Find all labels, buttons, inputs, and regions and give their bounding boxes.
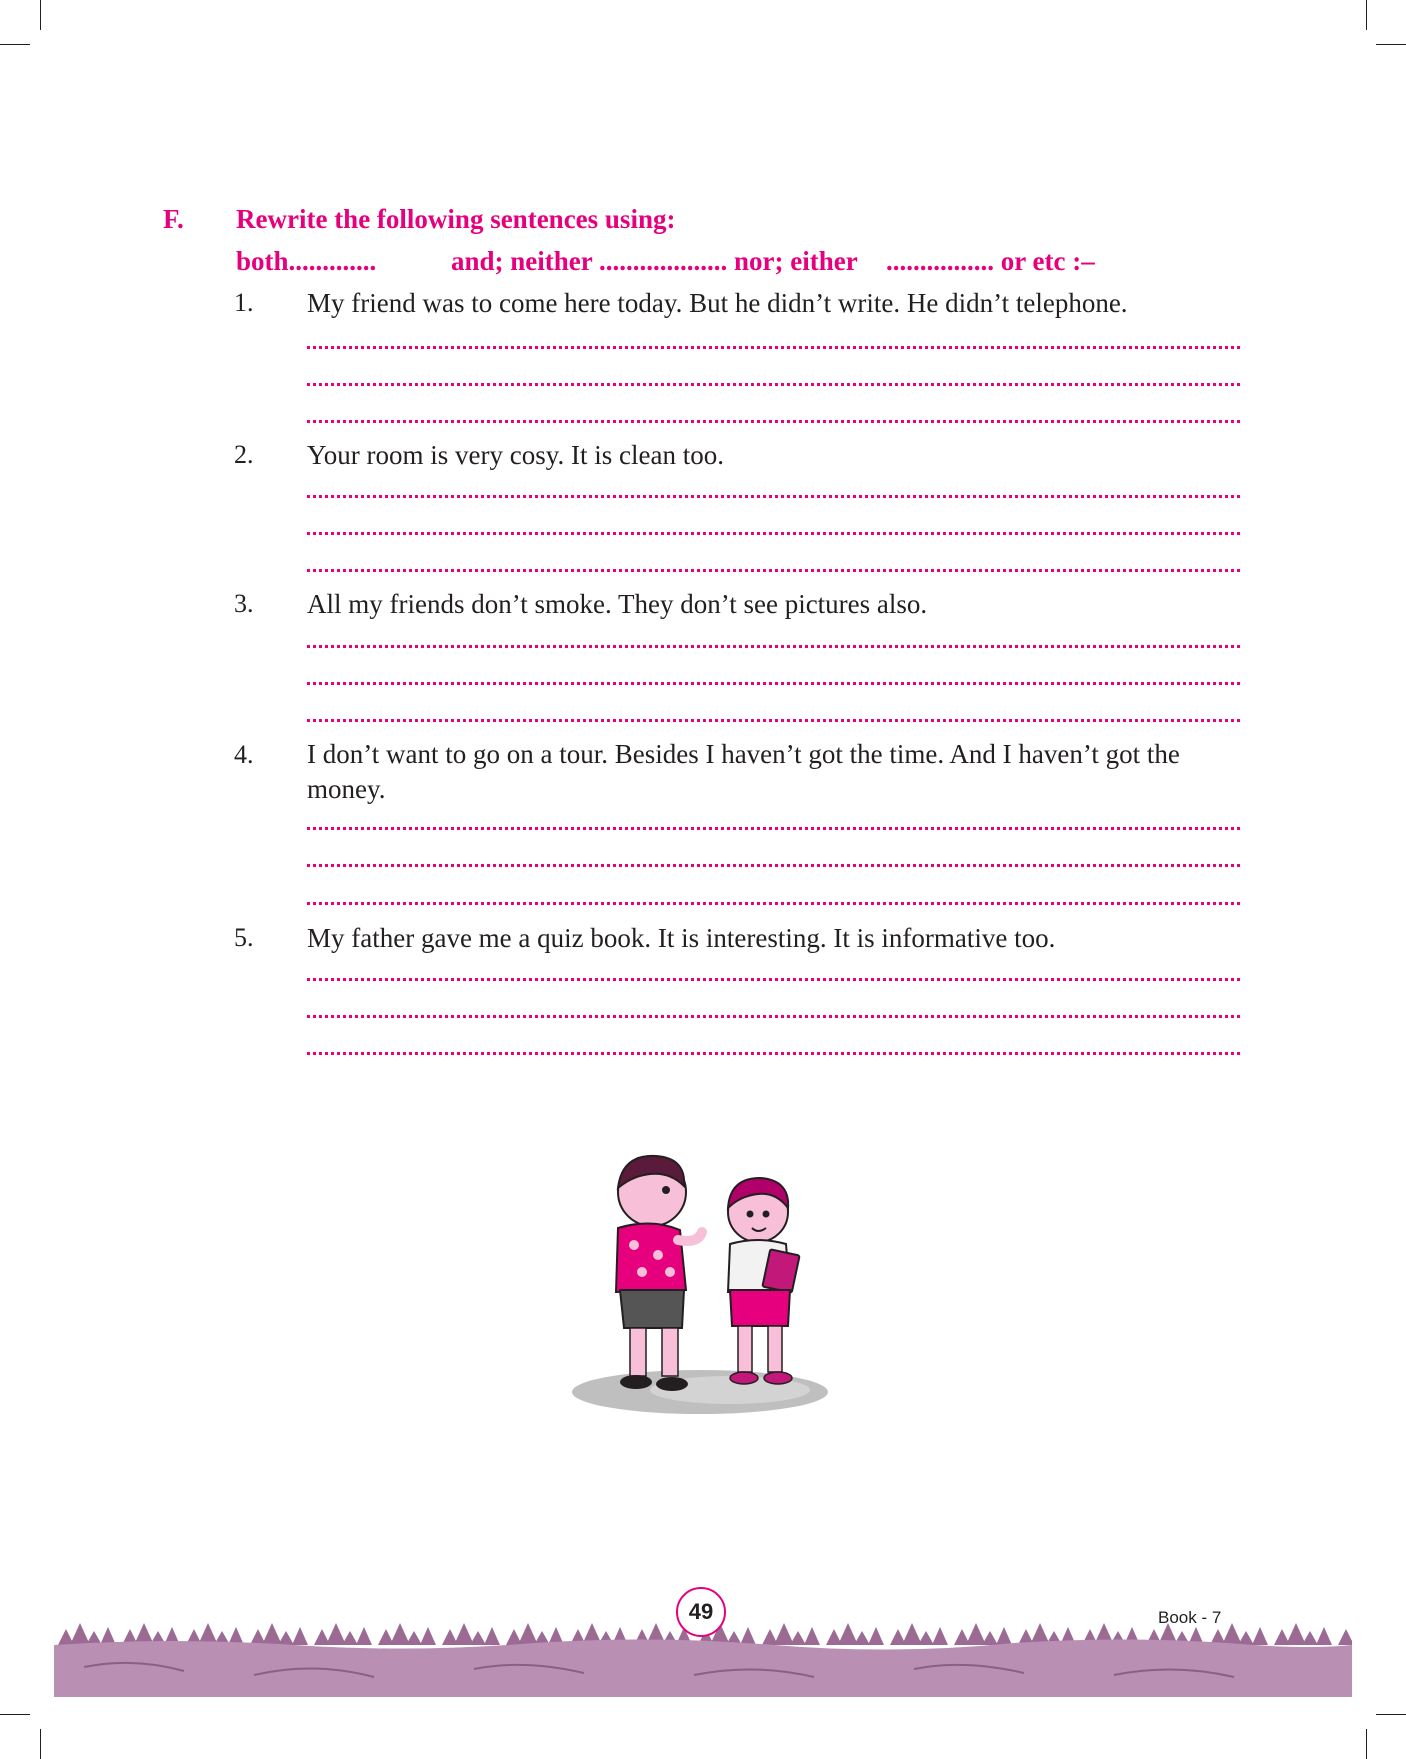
crop-mark	[1376, 44, 1406, 45]
answer-line[interactable]	[307, 864, 1240, 867]
right-boy-book	[762, 1249, 799, 1292]
right-boy-shorts	[730, 1290, 790, 1326]
question-number: 5.	[234, 923, 254, 952]
right-boy-eye	[747, 1211, 754, 1218]
section-letter: F.	[163, 204, 184, 234]
left-boy-shorts	[620, 1290, 684, 1328]
answer-line[interactable]	[307, 383, 1240, 386]
question-text: My friend was to come here today. But he didn’t write. He didn’t telephone.	[307, 288, 1128, 318]
answer-line[interactable]	[307, 420, 1240, 423]
question-text: All my friends don’t smoke. They don’t see pictures also.	[307, 589, 928, 619]
crop-mark	[0, 44, 30, 45]
question-number: 2.	[234, 440, 254, 469]
crop-mark	[40, 0, 41, 30]
left-boy-shirt	[616, 1223, 686, 1292]
instruction-both: both.............	[236, 246, 377, 276]
page-number: 49	[676, 1587, 726, 1637]
answer-line[interactable]	[307, 978, 1240, 981]
left-boy-shoe	[620, 1375, 652, 1389]
question-number: 3.	[234, 589, 254, 618]
answer-line[interactable]	[307, 1015, 1240, 1018]
question-text: I don’t want to go on a tour. Besides I haven’t got the time. And I haven’t got the money.	[307, 739, 1180, 804]
question-text: My father gave me a quiz book. It is interesting. It is informative too.	[307, 923, 1056, 953]
right-boy-eye	[763, 1211, 770, 1218]
left-boy-leg	[662, 1328, 678, 1376]
crop-mark	[0, 1714, 30, 1715]
answer-line[interactable]	[307, 1052, 1240, 1055]
right-boy-leg	[768, 1326, 782, 1372]
section-title: Rewrite the following sentences using:	[236, 204, 676, 234]
instruction-either-or: ................ or etc :–	[886, 246, 1095, 276]
instruction-neither-nor: and; neither ................... nor; either	[451, 246, 858, 276]
right-boy-shoe	[764, 1372, 792, 1384]
book-label: Book - 7	[1158, 1608, 1222, 1627]
left-boy-eye	[662, 1186, 670, 1194]
answer-line[interactable]	[307, 532, 1240, 535]
answer-line[interactable]	[307, 682, 1240, 685]
answer-line[interactable]	[307, 827, 1240, 830]
answer-line[interactable]	[307, 495, 1240, 498]
answer-line[interactable]	[307, 645, 1240, 648]
footer-hills	[54, 1639, 1352, 1697]
answer-line[interactable]	[307, 346, 1240, 349]
two-boys-illustration	[570, 1140, 840, 1420]
right-boy-leg	[738, 1326, 752, 1372]
right-boy-shoe	[730, 1372, 758, 1384]
left-boy-leg	[630, 1328, 646, 1376]
answer-line[interactable]	[307, 719, 1240, 722]
answer-line[interactable]	[307, 569, 1240, 572]
crop-mark	[1376, 1714, 1406, 1715]
left-boy-arm	[678, 1232, 702, 1241]
crop-mark	[1366, 0, 1367, 30]
question-number: 1.	[234, 288, 254, 317]
left-boy	[616, 1156, 702, 1391]
crop-mark	[1366, 1729, 1367, 1759]
right-boy	[728, 1178, 800, 1384]
question-text: Your room is very cosy. It is clean too.	[307, 440, 724, 470]
left-boy-shoe	[656, 1377, 688, 1391]
crop-mark	[40, 1729, 41, 1759]
question-number: 4.	[234, 740, 254, 769]
answer-line[interactable]	[307, 902, 1240, 905]
